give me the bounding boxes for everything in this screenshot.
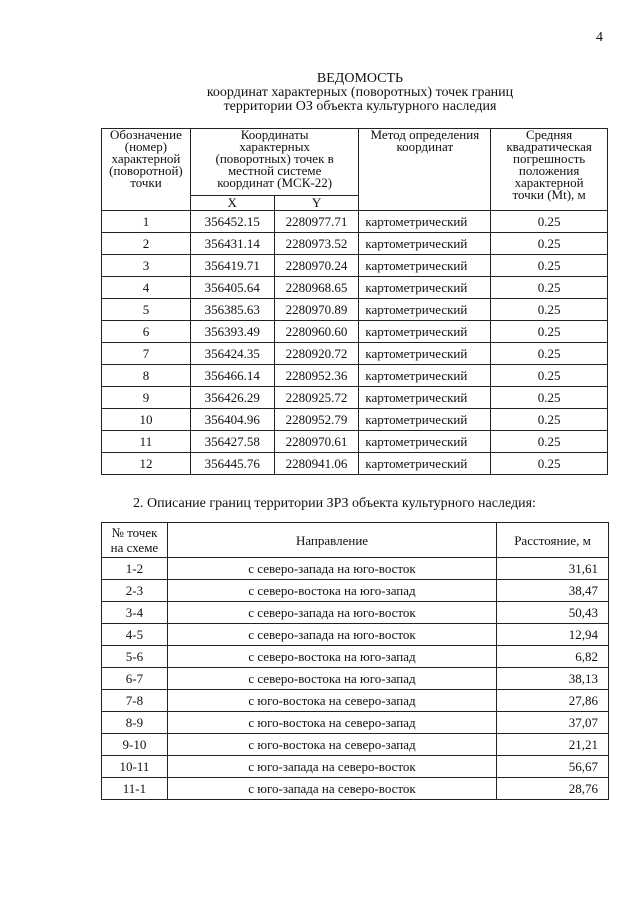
- table-row: [102, 343, 608, 365]
- coordinates-table: [101, 128, 608, 475]
- method: картометрический: [359, 453, 491, 475]
- method: картометрический: [359, 321, 491, 343]
- points-segment: 9-10: [102, 734, 168, 756]
- coord-x: 356426.29: [190, 387, 274, 409]
- header-text: квадратическая: [506, 139, 592, 154]
- direction: с северо-запада на юго-восток: [167, 624, 496, 646]
- mean-error: 0.25: [491, 211, 608, 233]
- mean-error: 0.25: [491, 299, 608, 321]
- method: картометрический: [359, 211, 491, 233]
- coord-y: 2280970.89: [274, 299, 359, 321]
- table-row: [102, 431, 608, 453]
- header-text: положения: [518, 163, 580, 178]
- coord-y: 2280920.72: [274, 343, 359, 365]
- point-number: 6: [102, 321, 191, 343]
- coord-y: 2280973.52: [274, 233, 359, 255]
- header-mean-error: [491, 129, 608, 211]
- coord-x: 356385.63: [190, 299, 274, 321]
- distance: 56,67: [497, 756, 609, 778]
- header-points: [102, 523, 168, 558]
- heading-subtitle-line1: координат характерных (поворотных) точек границ: [206, 85, 514, 100]
- mean-error: 0.25: [491, 387, 608, 409]
- distance: 38,13: [497, 668, 609, 690]
- header-y: Y: [274, 196, 359, 211]
- coord-x: 356431.14: [190, 233, 274, 255]
- points-segment: 2-3: [102, 580, 168, 602]
- point-number: 12: [102, 453, 191, 475]
- mean-error: 0.25: [491, 453, 608, 475]
- direction: с северо-запада на юго-восток: [167, 558, 496, 580]
- header-distance: Расстояние, м: [497, 523, 609, 558]
- header-text: Средняя: [525, 127, 573, 142]
- mean-error: 0.25: [491, 321, 608, 343]
- coord-x: 356452.15: [190, 211, 274, 233]
- heading-subtitle-line2: территории ОЗ объекта культурного наследия: [223, 99, 497, 114]
- points-segment: 1-2: [102, 558, 168, 580]
- table-row: [102, 299, 608, 321]
- table-row: [102, 756, 609, 778]
- point-number: 9: [102, 387, 191, 409]
- points-segment: 8-9: [102, 712, 168, 734]
- header-direction: Направление: [167, 523, 496, 558]
- header-designation: [102, 129, 191, 211]
- table-row: [102, 365, 608, 387]
- table-row: [102, 602, 609, 624]
- direction: с северо-запада на юго-восток: [167, 602, 496, 624]
- header-text: координат: [396, 139, 454, 154]
- coord-y: 2280968.65: [274, 277, 359, 299]
- mean-error: 0.25: [491, 277, 608, 299]
- header-text: Обозначение: [110, 127, 182, 142]
- direction: с юго-востока на северо-запад: [167, 690, 496, 712]
- method: картометрический: [359, 277, 491, 299]
- direction: с северо-востока на юго-запад: [167, 580, 496, 602]
- table-row: [102, 409, 608, 431]
- points-segment: 5-6: [102, 646, 168, 668]
- coord-y: 2280941.06: [274, 453, 359, 475]
- point-number: 1: [102, 211, 191, 233]
- table-row: [102, 453, 608, 475]
- distance: 27,86: [497, 690, 609, 712]
- point-number: 10: [102, 409, 191, 431]
- coord-y: 2280925.72: [274, 387, 359, 409]
- header-text: местной системе: [227, 163, 322, 178]
- distance: 50,43: [497, 602, 609, 624]
- header-text: (номер): [124, 139, 168, 154]
- header-text: Метод определения: [370, 127, 480, 142]
- mean-error: 0.25: [491, 409, 608, 431]
- header-text: характерной: [111, 151, 181, 166]
- points-segment: 4-5: [102, 624, 168, 646]
- coord-x: 356404.96: [190, 409, 274, 431]
- header-text: № точек: [111, 525, 158, 540]
- points-segment: 3-4: [102, 602, 168, 624]
- coord-x: 356424.35: [190, 343, 274, 365]
- table-row: [102, 712, 609, 734]
- heading-title: ВЕДОМОСТЬ: [316, 71, 404, 86]
- points-segment: 6-7: [102, 668, 168, 690]
- direction: с юго-запада на северо-восток: [167, 778, 496, 800]
- point-number: 4: [102, 277, 191, 299]
- table-row: [102, 778, 609, 800]
- direction: с северо-востока на юго-запад: [167, 668, 496, 690]
- distance: 6,82: [497, 646, 609, 668]
- distance: 37,07: [497, 712, 609, 734]
- header-x: X: [190, 196, 274, 211]
- distance: 28,76: [497, 778, 609, 800]
- coord-y: 2280970.24: [274, 255, 359, 277]
- table-row: [102, 646, 609, 668]
- header-text: характерной: [514, 175, 584, 190]
- points-segment: 11-1: [102, 778, 168, 800]
- table-row: [102, 580, 609, 602]
- table-row: [102, 321, 608, 343]
- coord-y: 2280970.61: [274, 431, 359, 453]
- distance: 12,94: [497, 624, 609, 646]
- coord-x: 356466.14: [190, 365, 274, 387]
- points-segment: 10-11: [102, 756, 168, 778]
- coord-y: 2280977.71: [274, 211, 359, 233]
- header-text: на схеме: [110, 540, 159, 555]
- header-coordinates: [190, 129, 359, 196]
- table-row: [102, 558, 609, 580]
- coord-y: 2280952.79: [274, 409, 359, 431]
- mean-error: 0.25: [491, 431, 608, 453]
- direction: с юго-востока на северо-запад: [167, 712, 496, 734]
- header-method: [359, 129, 491, 211]
- table-row: [102, 211, 608, 233]
- table-row: [102, 734, 609, 756]
- distance: 38,47: [497, 580, 609, 602]
- point-number: 2: [102, 233, 191, 255]
- table-row: [102, 624, 609, 646]
- point-number: 3: [102, 255, 191, 277]
- table-row: [102, 387, 608, 409]
- method: картометрический: [359, 431, 491, 453]
- coord-y: 2280960.60: [274, 321, 359, 343]
- mean-error: 0.25: [491, 255, 608, 277]
- header-text: точки: [130, 175, 162, 190]
- method: картометрический: [359, 409, 491, 431]
- boundary-description-table: [101, 522, 609, 800]
- direction: с юго-востока на северо-запад: [167, 734, 496, 756]
- section-title: 2. Описание границ территории ЗРЗ объекта культурного наследия:: [133, 496, 536, 511]
- header-text: погрешность: [512, 151, 586, 166]
- header-text: (поворотной): [109, 163, 183, 178]
- method: картометрический: [359, 255, 491, 277]
- method: картометрический: [359, 343, 491, 365]
- point-number: 7: [102, 343, 191, 365]
- coord-x: 356419.71: [190, 255, 274, 277]
- header-text: Координаты: [240, 127, 309, 142]
- method: картометрический: [359, 365, 491, 387]
- header-text: точки (Mt), м: [512, 187, 586, 202]
- point-number: 11: [102, 431, 191, 453]
- distance: 31,61: [497, 558, 609, 580]
- method: картометрический: [359, 299, 491, 321]
- header-text: (поворотных) точек в: [215, 151, 334, 166]
- coord-y: 2280952.36: [274, 365, 359, 387]
- point-number: 8: [102, 365, 191, 387]
- table-row: [102, 233, 608, 255]
- table-row: [102, 277, 608, 299]
- document-heading: [160, 72, 560, 114]
- table-row: [102, 668, 609, 690]
- method: картометрический: [359, 387, 491, 409]
- coord-x: 356393.49: [190, 321, 274, 343]
- method: картометрический: [359, 233, 491, 255]
- coord-x: 356445.76: [190, 453, 274, 475]
- direction: с северо-востока на юго-запад: [167, 646, 496, 668]
- mean-error: 0.25: [491, 233, 608, 255]
- header-text: характерных: [239, 139, 310, 154]
- header-text: координат (МСК-22): [217, 175, 333, 190]
- page-number: 4: [596, 30, 603, 45]
- distance: 21,21: [497, 734, 609, 756]
- mean-error: 0.25: [491, 343, 608, 365]
- coord-x: 356427.58: [190, 431, 274, 453]
- table-row: [102, 690, 609, 712]
- table-row: [102, 255, 608, 277]
- mean-error: 0.25: [491, 365, 608, 387]
- direction: с юго-запада на северо-восток: [167, 756, 496, 778]
- points-segment: 7-8: [102, 690, 168, 712]
- point-number: 5: [102, 299, 191, 321]
- coord-x: 356405.64: [190, 277, 274, 299]
